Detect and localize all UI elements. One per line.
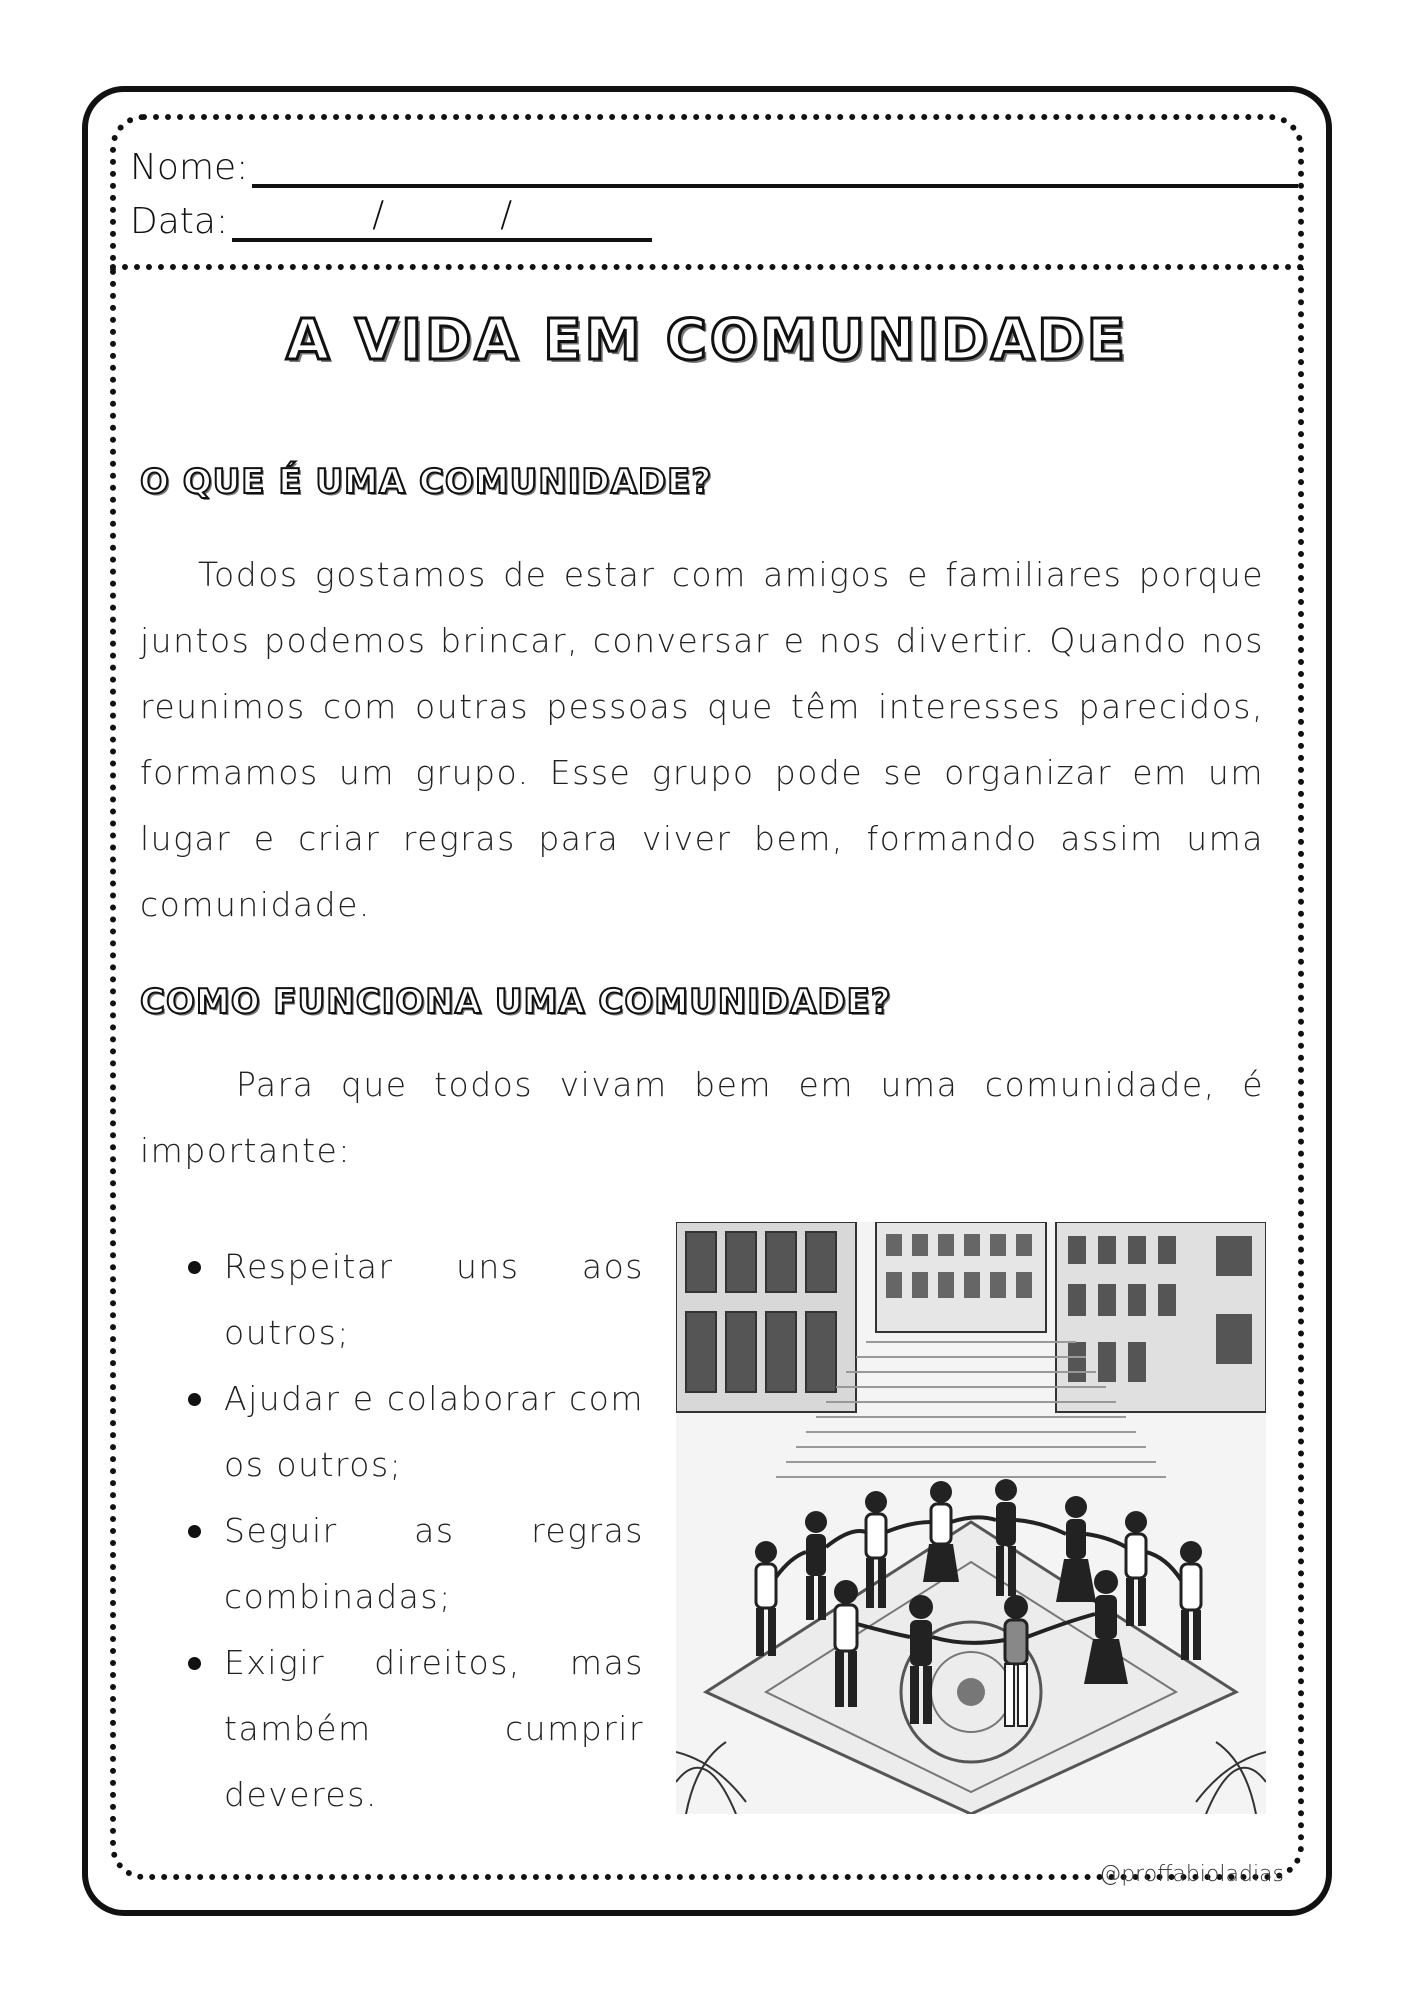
name-label: Nome: <box>130 147 249 188</box>
name-field <box>130 138 1298 188</box>
section1-paragraph: Todos gostamos de estar com amigos e familiares porque juntos podemos brincar, conversar e nos divertir. Quando nos reunimos com outras pessoas que têm interesses parecidos, formamos um grupo. Esse grupo pode se organizar em um lugar e criar regras para viver bem, formando assim uma comunidade. <box>140 555 1264 924</box>
date-field <box>130 192 652 242</box>
bullet-list <box>180 1234 644 1828</box>
bullet-dot-icon <box>188 1657 201 1670</box>
list-item-text: Seguir as regras combinadas; <box>224 1511 644 1616</box>
bullet-dot-icon <box>188 1393 201 1406</box>
date-separator-2: / <box>500 194 513 235</box>
list-item <box>180 1234 644 1366</box>
section1-heading: O QUE É UMA COMUNIDADE? <box>140 462 713 502</box>
author-credit: @proffabioladias <box>1099 1862 1284 1887</box>
date-separator-1: / <box>372 194 385 235</box>
bullet-dot-icon <box>188 1525 201 1538</box>
name-blank-line[interactable] <box>252 138 1298 188</box>
section2-paragraph: Para que todos vivam bem em uma comunidade, é importante: <box>140 1065 1264 1170</box>
section2-heading: COMO FUNCIONA UMA COMUNIDADE? <box>140 982 892 1022</box>
list-item-text: Respeitar uns aos outros; <box>224 1247 644 1352</box>
date-label: Data: <box>130 201 229 242</box>
list-item <box>180 1630 644 1828</box>
list-item <box>180 1366 644 1498</box>
date-blank-line[interactable] <box>232 192 652 242</box>
bullet-dot-icon <box>188 1261 201 1274</box>
list-item <box>180 1498 644 1630</box>
page-title: A VIDA EM COMUNIDADE <box>286 308 1128 373</box>
community-dance-illustration <box>676 1222 1266 1814</box>
list-item-text: Ajudar e colaborar com os outros; <box>224 1379 644 1484</box>
list-item-text: Exigir direitos, mas também cumprir deveres. <box>224 1643 644 1814</box>
